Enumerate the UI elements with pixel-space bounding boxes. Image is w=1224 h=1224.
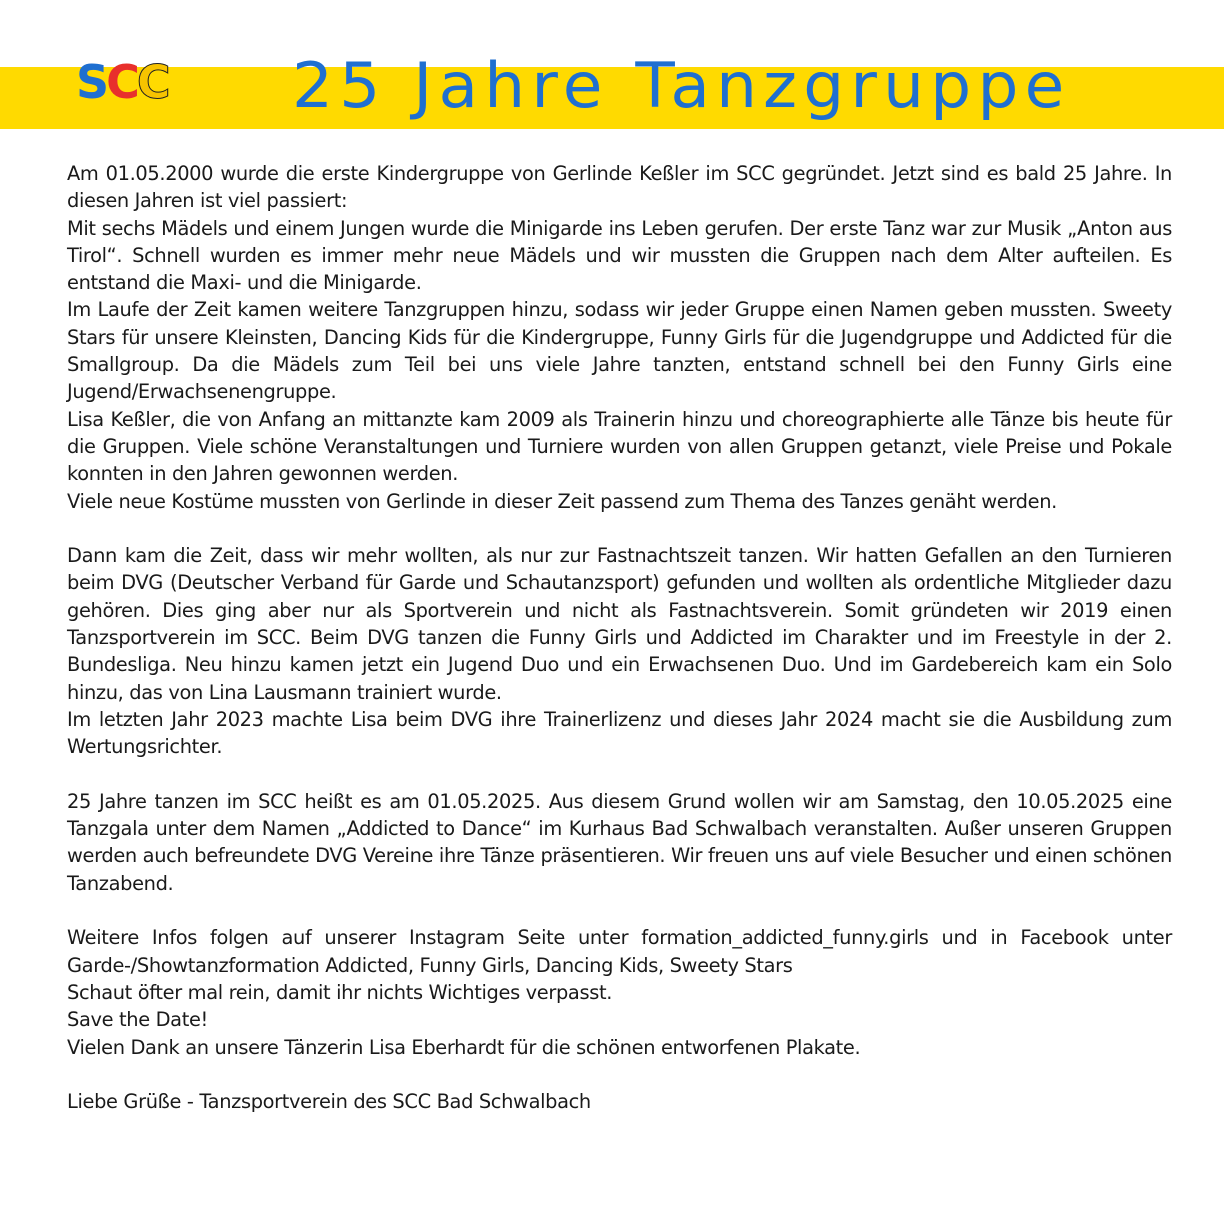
scc-logo	[76, 52, 168, 112]
spacer	[67, 1061, 1172, 1088]
spacer	[67, 515, 1172, 542]
paragraph: 25 Jahre tanzen im SCC heißt es am 01.05.2025. Aus diesem Grund wollen wir am Samstag, den 10.05.2025 eine Tanzgala unter dem Namen „Addicted to Dance“ im Kurhaus Bad Schwalbach veranstalten. Außer unseren Gruppen werden auch befreundete DVG Vereine ihre Tänze präsentieren. Wir freuen uns auf viele Besucher und einen schönen Tanzabend.	[67, 789, 1172, 895]
paragraph: Mit sechs Mädels und einem Jungen wurde die Minigarde ins Leben gerufen. Der erste Tanz war zur Musik „Anton aus Tirol“. Schnell wurden es immer mehr neue Mädels und wir mussten die Gruppen nach dem Alter aufteilen. Es entstand die Maxi- und die Minigarde.	[67, 216, 1172, 295]
paragraph: Im Laufe der Zeit kamen weitere Tanzgruppen hinzu, sodass wir jeder Gruppe einen Namen geben mussten. Sweety Stars für unsere Kleinsten, Dancing Kids für die Kindergruppe, Funny Girls für die Jugendgruppe und Addicted für die Smallgroup. Da die Mädels zum Teil bei uns viele Jahre tanzten, entstand schnell bei den Funny Girls eine Jugend/Erwachsenengruppe.	[67, 298, 1172, 404]
spacer	[67, 897, 1172, 924]
closing-line: Liebe Grüße - Tanzsportverein des SCC Bad Schwalbach	[67, 1090, 591, 1114]
paragraph: Vielen Dank an unsere Tänzerin Lisa Eberhardt für die schönen entworfenen Plakate.	[67, 1035, 861, 1059]
spacer	[67, 761, 1172, 788]
logo-letter-s: S	[76, 55, 107, 109]
paragraph: Dann kam die Zeit, dass wir mehr wollten, als nur zur Fastnachtszeit tanzen. Wir hatten Gefallen an den Turnieren beim DVG (Deutscher Verband für Garde und Schautanzsport) gefunden und wollten als ordentliche Mitglieder dazu gehören. Dies ging aber nur als Sportverein und nicht als Fastnachtsverein. Somit gründeten wir 2019 einen Tanzsportverein im SCC. Beim DVG tanzen die Funny Girls und Addicted im Charakter und im Freestyle in der 2. Bundesliga. Neu hinzu kamen jetzt ein Jugend Duo und ein Erwachsenen Duo. Und im Gardebereich kam ein Solo hinzu, das von Lina Lausmann trainiert wurde.	[67, 544, 1172, 704]
logo-letter-c2: C	[136, 55, 168, 109]
paragraph: Schaut öfter mal rein, damit ihr nichts Wichtiges verpasst.	[67, 980, 613, 1004]
paragraph: Weitere Infos folgen auf unserer Instagram Seite unter formation_addicted_funny.girls und in Facebook unter Garde-/Showtanzformation Addicted, Funny Girls, Dancing Kids, Sweety Stars	[67, 926, 1172, 977]
article-body	[67, 160, 1172, 1115]
paragraph: Lisa Keßler, die von Anfang an mittanzte kam 2009 als Trainerin hinzu und choreographierte alle Tänze bis heute für die Gruppen. Viele schöne Veranstaltungen und Turniere wurden von allen Gruppen getanzt, viele Preise und Pokale konnten in den Jahren gewonnen werden.	[67, 407, 1172, 486]
paragraph: Save the Date!	[67, 1008, 208, 1032]
paragraph: Viele neue Kostüme mussten von Gerlinde in dieser Zeit passend zum Thema des Tanzes genäht werden.	[67, 489, 1057, 513]
paragraph: Im letzten Jahr 2023 machte Lisa beim DVG ihre Trainerlizenz und dieses Jahr 2024 macht sie die Ausbildung zum Wertungsrichter.	[67, 707, 1172, 759]
page-title: 25 Jahre Tanzgruppe	[292, 49, 1071, 122]
logo-letter-c1: C	[106, 55, 137, 109]
paragraph: Am 01.05.2000 wurde die erste Kindergruppe von Gerlinde Keßler im SCC gegründet. Jetzt sind es bald 25 Jahre. In diesen Jahren ist viel passiert:	[67, 162, 1172, 213]
